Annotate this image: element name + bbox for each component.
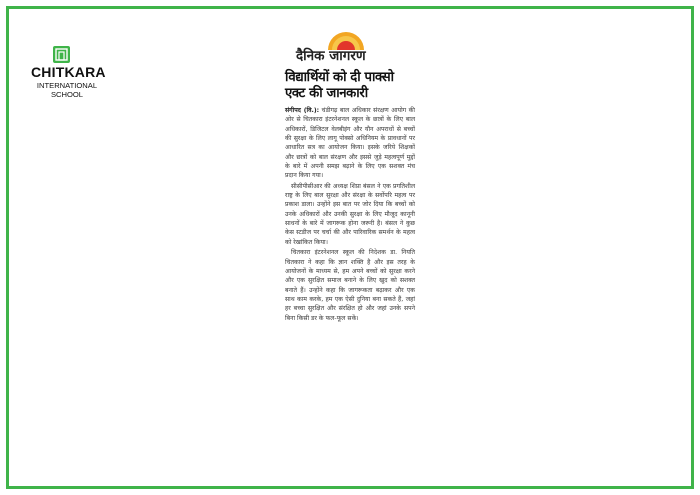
article-headline: विद्यार्थियों को दी पाक्सो एक्ट की जानकारी (285, 70, 394, 101)
article-dateline: संगीपद (वि.): (285, 107, 320, 114)
article-paragraph-2: सीसीपीसीआर की अध्यक्ष शिप्रा बंसल ने एक प्रगतिशील राष्ट्र के लिए बाल सुरक्षा और संरक्षा के सर्वोपरि महत्व पर प्रकाश डाला। उन्होंने इस बात पर जोर दिया कि बच्चों को उनके अधिकारों और उनकी सुरक्षा के लिए मौजूद कानूनी साधनों के बारे में जागरूक होना जरूरी है। बंसल ने कुछ केस स्टडीज पर चर्चा की और पारिवारिक समर्थन के महत्व को रेखांकित किया। (285, 182, 415, 246)
logo-mark-icon (53, 46, 70, 63)
logo-name: CHITKARA (31, 64, 106, 80)
masthead-name: दैनिक जागरण (296, 48, 366, 64)
article-paragraph-3: चितकारा इंटरनेशनल स्कूल की निदेशक डा. नियति चितकारा ने कहा कि ज्ञान शक्ति है और इस तरह के आयोजनों के माध्यम से, हम अपने बच्चों को सुरक्षा करने और एक सुरक्षित समाज बनाने के लिए खुद को सशक्त बनाते हैं। उन्होंने कहा कि जागरूकता बढ़ाकर और एक साथ काम करके, हम एक ऐसी दुनिया बना सकते हैं, जहां हर बच्चा सुरक्षित और संरक्षित हो और जहां उनके सपने बिना किसी डर के फल-फूल सकें। (285, 249, 415, 322)
logo-subtitle-2: SCHOOL (50, 90, 84, 99)
article-text-1: चंडीगढ़ बाल अधिकार संरक्षण आयोग की ओर से चितकारा इंटरनेशनल स्कूल के छात्रों के लिए बाल अधिकारों, डिजिटल वेलबीइंग और यौन अपराधों से बच्चों की सुरक्षा के लिए लागू पोक्सो अधिनियम के प्रावधानों पर आधारित सत्र का आयोजन किया। इसके जरिये शिक्षकों और छात्रों को बाल संरक्षण और इससे जुड़े महत्वपूर्ण मुद्दों के बारे में अपनी समझ बढ़ाने के लिए एक सशक्त मंच प्रदान किया गया। (285, 107, 415, 180)
article-paragraph-1 (285, 106, 415, 181)
logo-subtitle-1: INTERNATIONAL (36, 81, 98, 90)
newspaper-masthead (296, 28, 406, 66)
article-body (285, 106, 415, 324)
school-logo (31, 46, 111, 104)
news-clipping (285, 70, 415, 470)
